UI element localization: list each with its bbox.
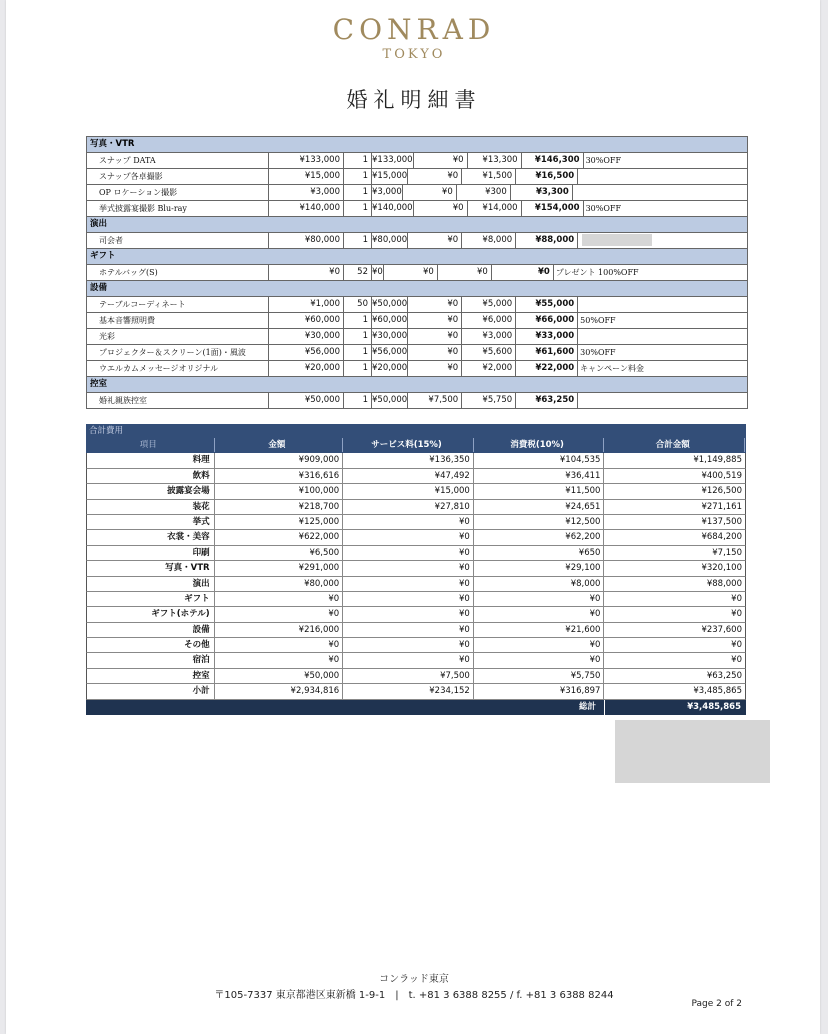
summary-item: 衣裳・美容 [87, 530, 215, 544]
category-row [87, 249, 747, 265]
quantity: 1 [344, 169, 372, 184]
quantity: 1 [344, 201, 372, 216]
summary-amount: ¥0 [215, 653, 344, 667]
quantity: 1 [344, 345, 372, 360]
quantity: 1 [344, 361, 372, 376]
line-total: ¥63,250 [516, 393, 578, 408]
summary-amount: ¥50,000 [215, 669, 344, 683]
summary-amount: ¥909,000 [215, 453, 344, 467]
category-row [87, 281, 747, 297]
quantity: 1 [344, 313, 372, 328]
category-row [87, 137, 747, 153]
quantity: 50 [344, 297, 372, 312]
summary-amount: ¥216,000 [215, 623, 344, 637]
summary-amount: ¥291,000 [215, 561, 344, 575]
summary-amount: ¥80,000 [215, 577, 344, 591]
grand-total-label: 総計 [578, 701, 596, 712]
service-charge: ¥0 [408, 329, 462, 344]
summary-service: ¥0 [343, 607, 474, 621]
summary-tax: ¥29,100 [474, 561, 605, 575]
item-name: 挙式披露宴撮影 Blu-ray [87, 201, 269, 216]
category-row [87, 377, 747, 393]
summary-tax: ¥12,500 [474, 515, 605, 529]
redacted-note [582, 234, 652, 246]
summary-tax: ¥36,411 [474, 469, 605, 483]
service-charge: ¥0 [408, 345, 462, 360]
amount: ¥30,000 [372, 329, 408, 344]
tax: ¥8,000 [462, 233, 516, 248]
category-name: 設備 [90, 283, 108, 293]
summary-total: ¥271,161 [701, 501, 742, 512]
summary-row [86, 592, 746, 607]
summary-tax: ¥316,897 [474, 684, 605, 698]
summary-total: ¥3,485,865 [693, 686, 742, 697]
tax: ¥14,000 [468, 201, 522, 216]
service-charge: ¥0 [414, 201, 468, 216]
summary-header-row [86, 438, 746, 453]
summary-total: ¥88,000 [706, 578, 742, 589]
summary-service: ¥15,000 [343, 484, 474, 498]
amount: ¥15,000 [372, 169, 408, 184]
summary-total: ¥237,600 [701, 624, 742, 635]
tax: ¥3,000 [462, 329, 516, 344]
summary-row [86, 546, 746, 561]
note: キャンペーン料金 [580, 364, 644, 373]
summary-row [86, 684, 746, 699]
category-name: 写真・VTR [90, 139, 135, 149]
summary-total: ¥400,519 [701, 470, 742, 481]
summary-service: ¥136,350 [343, 453, 474, 467]
summary-service: ¥0 [343, 592, 474, 606]
summary-total: ¥320,100 [701, 563, 742, 574]
tax: ¥13,300 [468, 153, 522, 168]
service-charge: ¥0 [384, 265, 438, 280]
summary-tax: ¥650 [474, 546, 605, 560]
header-tax: 消費税(10%) [474, 438, 605, 452]
unit-price: ¥1,000 [269, 297, 344, 312]
summary-total: ¥0 [731, 640, 742, 651]
footer-address: 〒105-7337 東京都港区東新橋 1-9-1 | t. +81 3 6388 8255 / f. +81 3 6388 8244 [214, 990, 614, 1001]
summary-item: 演出 [87, 577, 215, 591]
amount: ¥50,000 [372, 297, 408, 312]
page-number: Page 2 of 2 [691, 999, 742, 1009]
detail-row [87, 201, 747, 217]
unit-price: ¥140,000 [269, 201, 344, 216]
unit-price: ¥3,000 [269, 185, 344, 200]
summary-row [86, 561, 746, 576]
summary-total: ¥126,500 [701, 486, 742, 497]
summary-amount: ¥0 [215, 638, 344, 652]
summary-table [86, 424, 746, 715]
detail-row [87, 361, 747, 377]
summary-tax: ¥5,750 [474, 669, 605, 683]
summary-service: ¥0 [343, 561, 474, 575]
note [578, 233, 697, 248]
unit-price: ¥20,000 [269, 361, 344, 376]
service-charge: ¥0 [408, 297, 462, 312]
unit-price: ¥133,000 [269, 153, 344, 168]
summary-amount: ¥218,700 [215, 500, 344, 514]
summary-title: 合計費用 [86, 424, 746, 438]
item-name: 婚礼親族控室 [87, 393, 269, 408]
line-total: ¥55,000 [516, 297, 578, 312]
unit-price: ¥56,000 [269, 345, 344, 360]
quantity: 1 [344, 185, 372, 200]
detail-row [87, 329, 747, 345]
summary-tax: ¥8,000 [474, 577, 605, 591]
summary-total: ¥0 [731, 655, 742, 666]
summary-service: ¥0 [343, 530, 474, 544]
conrad-logo [0, 14, 828, 64]
item-name: ウエルカムメッセージオリジナル [87, 361, 269, 376]
quantity: 1 [344, 329, 372, 344]
unit-price: ¥0 [269, 265, 344, 280]
item-name: 光彩 [87, 329, 269, 344]
summary-item: ギフト(ホテル) [87, 607, 215, 621]
line-total: ¥33,000 [516, 329, 578, 344]
summary-item: 写真・VTR [87, 561, 215, 575]
amount: ¥80,000 [372, 233, 408, 248]
item-name: 基本音響照明費 [87, 313, 269, 328]
summary-row [86, 469, 746, 484]
summary-item: 装花 [87, 500, 215, 514]
note: 50%OFF [580, 316, 616, 325]
summary-row [86, 669, 746, 684]
tax: ¥5,600 [462, 345, 516, 360]
service-charge: ¥0 [414, 153, 468, 168]
summary-total: ¥7,150 [712, 547, 742, 558]
summary-row [86, 500, 746, 515]
summary-amount: ¥316,616 [215, 469, 344, 483]
detail-row [87, 393, 747, 408]
unit-price: ¥50,000 [269, 393, 344, 408]
line-total: ¥0 [492, 265, 554, 280]
note [578, 297, 697, 312]
detail-row [87, 345, 747, 361]
summary-row [86, 484, 746, 499]
brand-city: TOKYO [382, 47, 446, 62]
header-total: 合計金額 [604, 438, 745, 452]
summary-tax: ¥62,200 [474, 530, 605, 544]
item-name: テーブルコーディネート [87, 297, 269, 312]
category-name: 控室 [90, 379, 108, 389]
service-charge: ¥0 [408, 313, 462, 328]
summary-amount: ¥125,000 [215, 515, 344, 529]
summary-item: 設備 [87, 623, 215, 637]
summary-tax: ¥104,535 [474, 453, 605, 467]
summary-service: ¥7,500 [343, 669, 474, 683]
service-charge: ¥7,500 [408, 393, 462, 408]
summary-item: ギフト [87, 592, 215, 606]
summary-total: ¥0 [731, 593, 742, 604]
summary-body [86, 453, 746, 699]
summary-tax: ¥0 [474, 592, 605, 606]
summary-service: ¥0 [343, 577, 474, 591]
service-charge: ¥0 [408, 361, 462, 376]
footer-hotel-name: コンラッド東京 [379, 974, 449, 985]
tax: ¥1,500 [462, 169, 516, 184]
category-name: ギフト [90, 251, 116, 261]
summary-row [86, 515, 746, 530]
amount: ¥133,000 [372, 153, 414, 168]
summary-row [86, 653, 746, 668]
summary-total: ¥684,200 [701, 532, 742, 543]
item-name: プロジェクター＆スクリーン(1面)・風波 [87, 345, 269, 360]
summary-row [86, 577, 746, 592]
summary-tax: ¥0 [474, 638, 605, 652]
summary-amount: ¥0 [215, 592, 344, 606]
summary-amount: ¥622,000 [215, 530, 344, 544]
quantity: 1 [344, 233, 372, 248]
summary-total: ¥63,250 [706, 670, 742, 681]
grand-total-row [86, 700, 746, 715]
summary-item: 小計 [87, 684, 215, 698]
summary-row [86, 638, 746, 653]
summary-service: ¥47,492 [343, 469, 474, 483]
amount: ¥0 [372, 265, 384, 280]
tax: ¥0 [438, 265, 492, 280]
line-total: ¥146,300 [522, 153, 584, 168]
tax: ¥5,750 [462, 393, 516, 408]
unit-price: ¥60,000 [269, 313, 344, 328]
summary-amount: ¥100,000 [215, 484, 344, 498]
item-name: OP ロケーション撮影 [87, 185, 269, 200]
summary-service: ¥0 [343, 623, 474, 637]
quantity: 1 [344, 153, 372, 168]
summary-tax: ¥0 [474, 653, 605, 667]
summary-service: ¥0 [343, 515, 474, 529]
amount: ¥3,000 [372, 185, 403, 200]
note: 30%OFF [585, 156, 622, 165]
note: プレゼント 100%OFF [555, 268, 639, 277]
line-total: ¥88,000 [516, 233, 578, 248]
header-service: サービス料(15%) [343, 438, 474, 452]
service-charge: ¥0 [408, 169, 462, 184]
service-charge: ¥0 [408, 233, 462, 248]
note: 30%OFF [585, 204, 622, 213]
summary-item: 飲料 [87, 469, 215, 483]
category-row [87, 217, 747, 233]
summary-item: 挙式 [87, 515, 215, 529]
note [578, 169, 697, 184]
note [578, 329, 697, 344]
redacted-area [615, 720, 770, 783]
detail-row [87, 185, 747, 201]
summary-item: 印刷 [87, 546, 215, 560]
service-charge: ¥0 [403, 185, 457, 200]
summary-tax: ¥11,500 [474, 484, 605, 498]
summary-amount: ¥0 [215, 607, 344, 621]
summary-service: ¥0 [343, 546, 474, 560]
summary-total: ¥0 [731, 609, 742, 620]
detail-row [87, 297, 747, 313]
detail-row [87, 265, 747, 281]
summary-row [86, 453, 746, 468]
tax: ¥6,000 [462, 313, 516, 328]
summary-service: ¥234,152 [343, 684, 474, 698]
category-name: 演出 [90, 219, 108, 229]
summary-service: ¥27,810 [343, 500, 474, 514]
summary-tax: ¥21,600 [474, 623, 605, 637]
header-item: 項目 [87, 438, 215, 452]
summary-item: 料理 [87, 453, 215, 467]
item-name: 司会者 [87, 233, 269, 248]
summary-total: ¥1,149,885 [693, 455, 742, 466]
detail-row [87, 233, 747, 249]
amount: ¥60,000 [372, 313, 408, 328]
item-name: スナップ各卓撮影 [87, 169, 269, 184]
summary-amount: ¥6,500 [215, 546, 344, 560]
amount: ¥50,000 [372, 393, 408, 408]
note [573, 185, 692, 200]
unit-price: ¥80,000 [269, 233, 344, 248]
tax: ¥5,000 [462, 297, 516, 312]
summary-row [86, 623, 746, 638]
summary-item: 控室 [87, 669, 215, 683]
detail-row [87, 153, 747, 169]
line-total: ¥16,500 [516, 169, 578, 184]
document-title: 婚礼明細書 [346, 88, 482, 112]
quantity: 52 [344, 265, 372, 280]
summary-item: その他 [87, 638, 215, 652]
summary-amount: ¥2,934,816 [215, 684, 344, 698]
header-amount: 金額 [215, 438, 344, 452]
summary-item: 披露宴会場 [87, 484, 215, 498]
summary-service: ¥0 [343, 638, 474, 652]
tax: ¥300 [457, 185, 511, 200]
detail-table [86, 136, 748, 409]
line-total: ¥61,600 [516, 345, 578, 360]
line-total: ¥66,000 [516, 313, 578, 328]
unit-price: ¥15,000 [269, 169, 344, 184]
item-name: スナップ DATA [87, 153, 269, 168]
line-total: ¥154,000 [522, 201, 584, 216]
unit-price: ¥30,000 [269, 329, 344, 344]
detail-row [87, 313, 747, 329]
tax: ¥2,000 [462, 361, 516, 376]
line-total: ¥3,300 [511, 185, 573, 200]
summary-total: ¥137,500 [701, 516, 742, 527]
amount: ¥56,000 [372, 345, 408, 360]
quantity: 1 [344, 393, 372, 408]
line-total: ¥22,000 [516, 361, 578, 376]
summary-tax: ¥24,651 [474, 500, 605, 514]
note [578, 393, 697, 408]
brand-name: CONRAD [332, 13, 496, 46]
detail-row [87, 169, 747, 185]
summary-service: ¥0 [343, 653, 474, 667]
amount: ¥140,000 [372, 201, 414, 216]
summary-tax: ¥0 [474, 607, 605, 621]
summary-row [86, 607, 746, 622]
note: 30%OFF [580, 348, 616, 357]
summary-item: 宿泊 [87, 653, 215, 667]
item-name: ホテルバッグ(S) [87, 265, 269, 280]
summary-row [86, 530, 746, 545]
grand-total-value: ¥3,485,865 [604, 700, 746, 715]
amount: ¥20,000 [372, 361, 408, 376]
